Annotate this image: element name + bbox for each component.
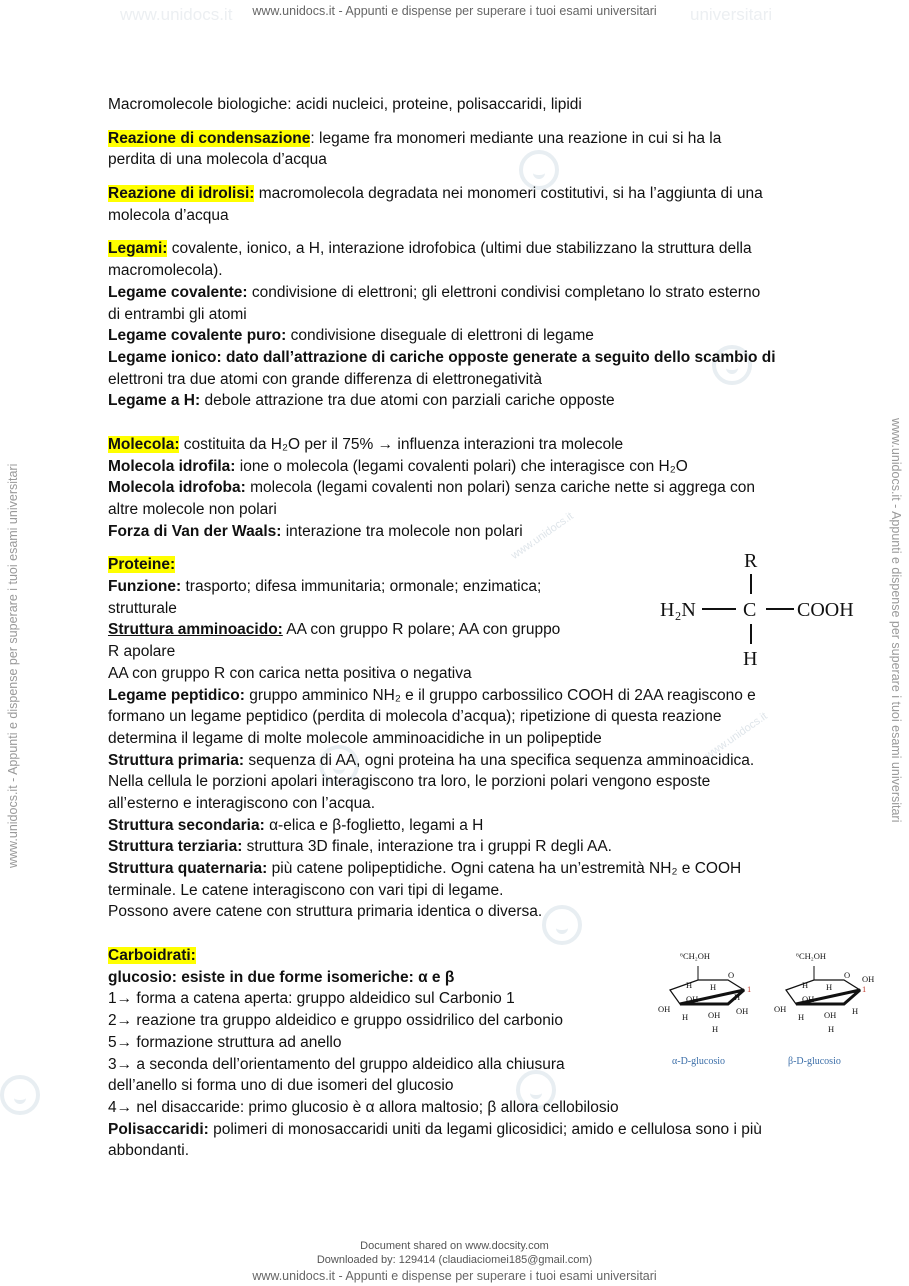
alpha-h-left: H xyxy=(686,980,693,990)
alpha-oh-inner: OH xyxy=(686,994,699,1004)
watermark-diagonal: www.unidocs.it xyxy=(509,510,576,562)
glucose-step-2: 2→ reazione tra gruppo aldeidico e gruppo ossidrilico del carbonio xyxy=(108,1012,563,1030)
function-term: Funzione: xyxy=(108,578,182,596)
glucose-step-5: 5→ formazione struttura ad anello xyxy=(108,1033,342,1051)
condensation-text-1: : legame fra monomeri mediante una reazione in cui si ha la xyxy=(310,129,722,147)
beta-o: O xyxy=(844,970,851,980)
peptide-line-2: formano un legame peptidico (perdita di molecola d’acqua); ripetizione di questa reazione xyxy=(108,708,722,726)
alpha-glucose-ring xyxy=(658,951,751,1067)
tertiary-term: Struttura terziaria: xyxy=(108,838,243,856)
primary-term: Struttura primaria: xyxy=(108,751,245,769)
beta-h-bottom-2: H xyxy=(828,1024,835,1034)
alpha-h-top: H xyxy=(710,982,717,992)
footer-downloaded-line: Downloaded by: 129414 (claudiaciomei185@gmail.com) xyxy=(316,1254,593,1266)
beta-glucose-label: β-D-glucosio xyxy=(788,1056,841,1067)
primary-line-3: all’esterno e interagiscono con l’acqua. xyxy=(108,794,376,812)
footer-shared-line: Document shared on www.docsity.com xyxy=(360,1240,549,1252)
watermark-logo-icon xyxy=(0,1075,40,1115)
covalent-line-1 xyxy=(108,282,868,304)
molecule-line xyxy=(108,434,868,456)
quaternary-text-1: più catene polipeptidiche. Ogni catena ha un’estremità NH₂ e COOH xyxy=(267,860,742,877)
vdw-term: Forza di Van der Waals: xyxy=(108,522,282,540)
primary-text-1: sequenza di AA, ogni proteina ha una specifica sequenza amminoacidica. xyxy=(244,751,755,769)
function-line-2: strutturale xyxy=(108,599,177,617)
intro-line: Macromolecole biologiche: acidi nucleici, proteine, polisaccaridi, lipidi xyxy=(108,96,582,113)
alpha-oh-left: OH xyxy=(658,1004,671,1014)
proteins-heading-line xyxy=(108,554,648,576)
tertiary-text: struttura 3D finale, interazione tra i gruppi R degli AA. xyxy=(242,838,612,856)
primary-line-1 xyxy=(108,750,868,772)
aa-structure-line-1 xyxy=(108,619,648,641)
ionic-line-2: elettroni tra due atomi con grande differenza di elettronegatività xyxy=(108,370,542,388)
beta-c1: 1 xyxy=(862,984,867,994)
aa-h2n-label: H₂N xyxy=(660,599,696,621)
amino-acid-structure-figure xyxy=(652,548,878,672)
alpha-h-right: H xyxy=(734,992,741,1002)
peptide-line-3: determina il legame di molte molecole amminoacidiche in un polipeptide xyxy=(108,729,602,747)
aa-structure-line-2: R apolare xyxy=(108,643,176,661)
vdw-line xyxy=(108,521,868,543)
aa-cooh-label: COOH xyxy=(797,599,854,621)
covalent-text-1: condivisione di elettroni; gli elettroni condivisi completano lo strato esterno xyxy=(247,283,761,301)
alpha-h-bottom: H xyxy=(682,1012,689,1022)
quaternary-line-1 xyxy=(108,858,868,880)
covalent-term: Legame covalente: xyxy=(108,283,248,301)
alpha-o: O xyxy=(728,970,735,980)
alpha-h-bottom-2: H xyxy=(712,1024,719,1034)
bonds-term: Legami: xyxy=(108,240,168,258)
primary-line-2: Nella cellula le porzioni apolari interagiscono tra loro, le porzioni polari vengono esposte xyxy=(108,773,711,791)
beta-oh-left: OH xyxy=(774,1004,787,1014)
bonds-line-2: macromolecola). xyxy=(108,262,223,280)
peptide-text-1: gruppo amminico NH₂ e il gruppo carbossilico COOH di 2AA reagiscono e xyxy=(244,686,756,704)
hbond-line xyxy=(108,390,868,412)
condensation-term: Reazione di condensazione xyxy=(108,129,311,147)
tertiary-line xyxy=(108,836,868,858)
bonds-text-1: covalente, ionico, a H, interazione idrofobica (ultimi due stabilizzano la struttura della xyxy=(167,240,752,258)
covalent-line-2: di entrambi gli atomi xyxy=(108,305,247,323)
alpha-glucose-label: α-D-glucosio xyxy=(672,1056,726,1067)
watermark-top: www.unidocs.it - Appunti e dispense per superare i tuoi esami universitari xyxy=(252,4,657,18)
aa-structure-term: Struttura amminoacido: xyxy=(108,621,283,639)
beta-oh-right-top: OH xyxy=(862,974,875,984)
beta-h-right: H xyxy=(852,1006,859,1016)
watermark-bottom: www.unidocs.it - Appunti e dispense per superare i tuoi esami universitari xyxy=(252,1269,657,1283)
quaternary-term: Struttura quaternaria: xyxy=(108,860,268,877)
watermark-side-left: www.unidocs.it - Appunti e dispense per superare i tuoi esami universitari xyxy=(6,463,20,868)
glucose-step-3-line-1: 3→ a seconda dell’orientamento del gruppo aldeidico alla chiusura xyxy=(108,1055,565,1073)
hydrolysis-line-2: molecola d’acqua xyxy=(108,206,229,224)
hbond-term: Legame a H: xyxy=(108,392,201,410)
condensation-line-1 xyxy=(108,128,868,150)
function-line-1 xyxy=(108,576,648,598)
secondary-line xyxy=(108,815,868,837)
pure-covalent-line xyxy=(108,325,868,347)
peptide-line-1 xyxy=(108,685,868,707)
faint-watermark-top-right: universitari xyxy=(690,5,773,24)
glucose-step-3-line-2: dell’anello si forma uno di due isomeri del glucosio xyxy=(108,1077,454,1095)
quaternary-line-3: Possono avere catene con struttura primaria identica o diversa. xyxy=(108,903,543,921)
hydrolysis-line-1 xyxy=(108,183,868,205)
carbs-term: Carboidrati: xyxy=(108,947,196,965)
vdw-text: interazione tra molecole non polari xyxy=(281,522,523,540)
beta-h-left: H xyxy=(802,980,809,990)
secondary-term: Struttura secondaria: xyxy=(108,816,265,834)
hydrophobic-text-1: molecola (legami covalenti non polari) senza cariche nette si aggrega con xyxy=(245,479,755,497)
pure-covalent-term: Legame covalente puro: xyxy=(108,327,287,345)
glucose-step-4: 4→ nel disaccaride: primo glucosio è α allora maltosio; β allora cellobilosio xyxy=(108,1098,619,1116)
polysaccharides-term: Polisaccaridi: xyxy=(108,1120,209,1138)
function-text-1: trasporto; difesa immunitaria; ormonale; enzimatica; xyxy=(181,578,542,596)
alpha-c1: 1 xyxy=(747,984,752,994)
glucose-structures-figure xyxy=(652,948,875,1072)
peptide-term: Legame peptidico: xyxy=(108,686,245,704)
polysaccharides-line-2: abbondanti. xyxy=(108,1142,190,1160)
aa-structure-line-3: AA con gruppo R con carica netta positiva o negativa xyxy=(108,664,472,682)
hydrophobic-line-2: altre molecole non polari xyxy=(108,501,277,518)
aa-structure-text-1: AA con gruppo R polare; AA con gruppo xyxy=(282,621,561,639)
condensation-line-2: perdita di una molecola d’acqua xyxy=(108,151,327,169)
watermark-side-right: www.unidocs.it - Appunti e dispense per superare i tuoi esami universitari xyxy=(889,418,903,823)
hbond-text: debole attrazione tra due atomi con parziali cariche opposte xyxy=(200,392,615,410)
ionic-line-1: Legame ionico: dato dall’attrazione di cariche opposte generate a seguito dello scambio di xyxy=(108,348,776,366)
beta-oh-inner: OH xyxy=(802,994,815,1004)
hydrolysis-term: Reazione di idrolisi: xyxy=(108,185,255,203)
beta-ch2oh: ⁶CH₂OH xyxy=(796,951,827,961)
watermark-diagonal: www.unidocs.it xyxy=(703,710,770,762)
secondary-text: α-elica e β-foglietto, legami a H xyxy=(264,816,484,834)
molecule-text: costituita da H₂O per il 75% → influenza interazioni tra molecole xyxy=(179,435,624,453)
aa-r-label: R xyxy=(744,550,758,572)
hydrophilic-text: ione o molecola (legami covalenti polari) che interagisce con H₂O xyxy=(235,457,688,475)
quaternary-line-2: terminale. Le catene interagiscono con vari tipi di legame. xyxy=(108,881,504,899)
alpha-ch2oh: ⁶CH₂OH xyxy=(680,951,711,961)
beta-glucose-ring xyxy=(774,951,874,1067)
hydrophilic-term: Molecola idrofila: xyxy=(108,457,236,475)
hydrophobic-line-1 xyxy=(108,477,868,499)
pure-covalent-text: condivisione diseguale di elettroni di legame xyxy=(286,327,594,345)
beta-h-bottom: H xyxy=(798,1012,805,1022)
hydrophobic-term: Molecola idrofoba: xyxy=(108,479,246,497)
hydrolysis-text-1: macromolecola degradata nei monomeri costitutivi, si ha l’aggiunta di una xyxy=(254,185,763,203)
glucose-step-1: 1→ forma a catena aperta: gruppo aldeidico sul Carbonio 1 xyxy=(108,990,515,1008)
alpha-oh-bottom: OH xyxy=(708,1010,721,1020)
carbs-heading-line xyxy=(108,945,648,967)
beta-h-top: H xyxy=(826,982,833,992)
faint-watermark-top: www.unidocs.it xyxy=(120,5,233,24)
polysaccharides-line-1 xyxy=(108,1119,868,1141)
proteins-term: Proteine: xyxy=(108,556,176,574)
aa-h-label: H xyxy=(743,648,758,670)
beta-oh-bottom: OH xyxy=(824,1010,837,1020)
glucose-line: glucosio: esiste in due forme isomeriche: α e β xyxy=(108,968,455,986)
alpha-oh-right: OH xyxy=(736,1006,749,1016)
molecule-term: Molecola: xyxy=(108,435,180,453)
bonds-line-1 xyxy=(108,238,868,260)
aa-c-label: C xyxy=(743,599,757,621)
polysaccharides-text-1: polimeri di monosaccaridi uniti da legami glicosidici; amido e cellulosa sono i più xyxy=(208,1120,762,1138)
hydrophilic-line xyxy=(108,456,868,478)
